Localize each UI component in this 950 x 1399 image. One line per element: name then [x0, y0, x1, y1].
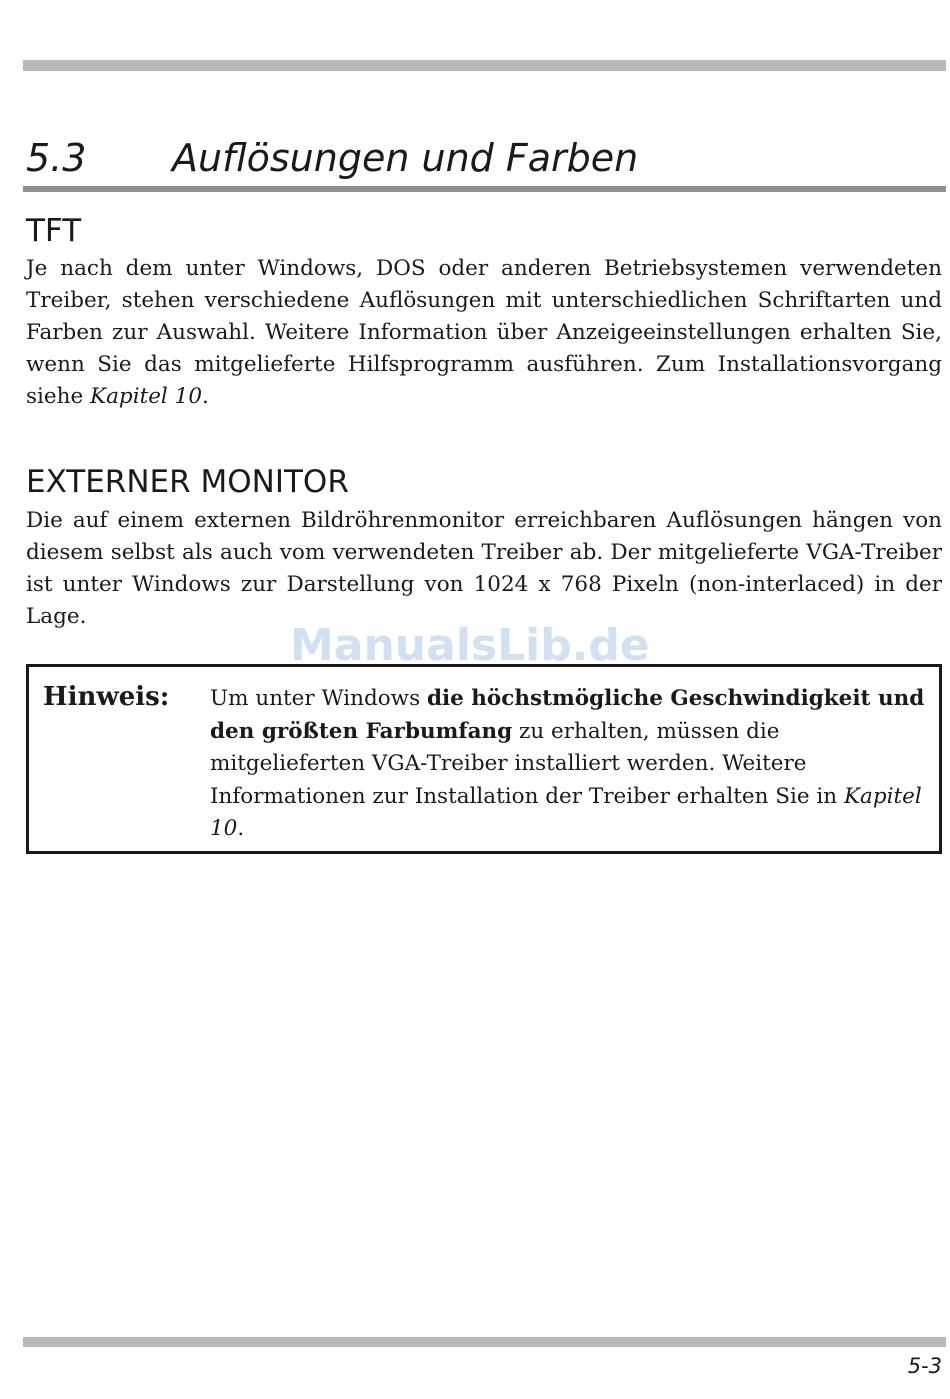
- section-body-external-monitor: Die auf einem externen Bildröhrenmonitor erreichbaren Auflösungen hängen von diesem selbst als auch vom verwendeten Treiber ab. Der mitgelieferte VGA-Treiber ist unter Windows zur Darstellung von 1024 x 768 Pixeln (non-interlaced) in der Lage.: [26, 508, 942, 629]
- note-chapter-reference: Kapitel 10: [210, 783, 922, 841]
- section-body-tft: [26, 253, 942, 413]
- note-box: [26, 664, 942, 854]
- chapter-number: 5.3: [26, 136, 87, 180]
- bottom-rule: [23, 1337, 946, 1347]
- chapter-reference: Kapitel 10: [90, 384, 202, 409]
- section-heading-tft: TFT: [26, 213, 82, 249]
- tft-body-end: .: [202, 384, 209, 409]
- chapter-title-text: Auflösungen und Farben: [172, 136, 639, 180]
- note-text-end: .: [237, 816, 245, 841]
- top-rule: [23, 60, 946, 71]
- note-text-part: Um unter Windows: [210, 686, 427, 711]
- tft-body-text: Je nach dem unter Windows, DOS oder anderen Betriebsystemen verwendeten Treiber, stehen verschiedene Auflösungen mit unterschiedlichen Schriftarten und Farben zur Auswahl. Weitere Information über Anzeigeeinstellungen erhalten Sie, wenn Sie das mitgelieferte Hilfsprogramm ausführen. Zum Installationsvorgang siehe: [26, 256, 942, 409]
- note-label: Hinweis:: [43, 682, 170, 712]
- note-emphasis: die höchstmögliche Geschwindigkeit und den größten Farbumfang: [210, 686, 925, 744]
- note-text: [210, 683, 925, 846]
- page-number: 5-3: [907, 1354, 942, 1378]
- chapter-title: [26, 134, 638, 182]
- note-text-part: zu erhalten, müssen die mitgelieferten VGA-Treiber installiert werden. Weitere Informationen zur Installation der Treiber erhalten Sie in: [210, 718, 844, 809]
- section-heading-external-monitor: EXTERNER MONITOR: [26, 464, 349, 500]
- watermark: ManualsLib.de: [290, 620, 650, 671]
- heading-rule: [23, 186, 946, 192]
